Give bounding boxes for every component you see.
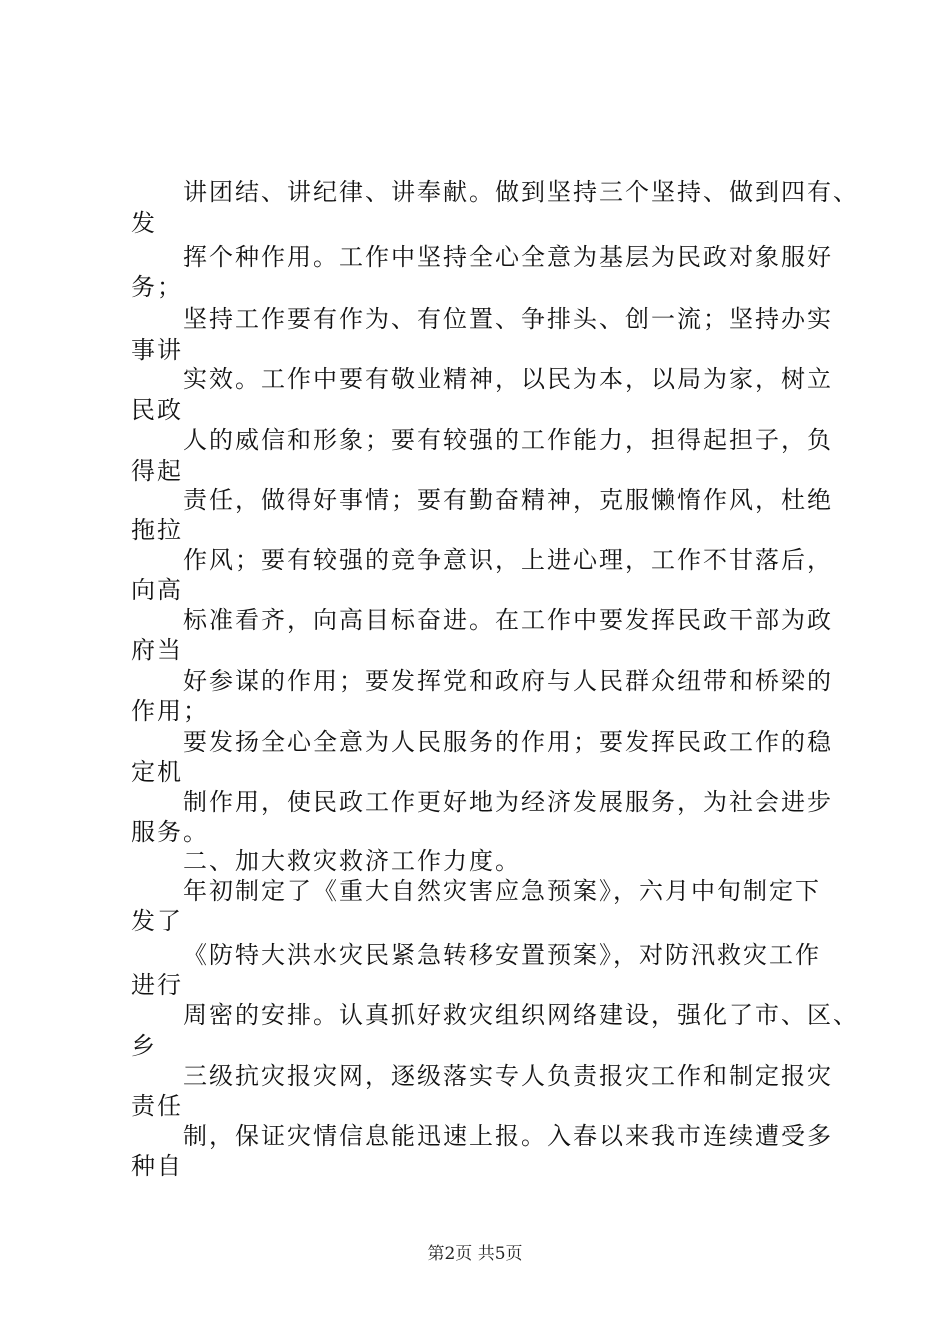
text-line: 年初制定了《重大自然灾害应急预案》，六月中旬制定下 (183, 877, 821, 905)
text-line: 定机 (131, 758, 183, 786)
text-line: 民政 (131, 396, 183, 424)
text-line: 实效。工作中要有敬业精神，以民为本，以局为家，树立 (183, 365, 833, 393)
text-line: 得起 (131, 457, 183, 485)
text-line: 讲团结、讲纪律、讲奉献。做到坚持三个坚持、做到四有、 (183, 178, 859, 206)
text-line: 人的威信和形象；要有较强的工作能力，担得起担子，负 (183, 426, 833, 454)
text-line: 种自 (131, 1152, 183, 1180)
text-line: 挥个种作用。工作中坚持全心全意为基层为民政对象服好 (183, 243, 833, 271)
text-line: 发 (131, 209, 157, 237)
text-line: 事讲 (131, 336, 183, 364)
section-heading: 二、加大救灾救济工作力度。 (183, 847, 521, 875)
text-line: 标准看齐，向高目标奋进。在工作中要发挥民政干部为政 (183, 606, 833, 634)
text-line: 向高 (131, 576, 183, 604)
text-line: 坚持工作要有作为、有位置、争排头、创一流；坚持办实 (183, 305, 833, 333)
text-line: 《防特大洪水灾民紧急转移安置预案》，对防汛救灾工作 (183, 941, 821, 969)
text-line: 责任 (131, 1092, 183, 1120)
text-line: 进行 (131, 971, 183, 999)
text-line: 周密的安排。认真抓好救灾组织网络建设，强化了市、区、 (183, 1001, 859, 1029)
text-line: 制作用，使民政工作更好地为经济发展服务，为社会进步 (183, 788, 833, 816)
text-line: 发了 (131, 907, 183, 935)
text-line: 三级抗灾报灾网，逐级落实专人负责报灾工作和制定报灾 (183, 1062, 833, 1090)
text-line: 要发扬全心全意为人民服务的作用；要发挥民政工作的稳 (183, 728, 833, 756)
text-line: 作风；要有较强的竞争意识，上进心理，工作不甘落后， (183, 546, 833, 574)
text-line: 乡 (131, 1032, 157, 1060)
text-line: 作用； (131, 697, 209, 725)
text-line: 责任，做得好事情；要有勤奋精神，克服懒惰作风，杜绝 (183, 486, 833, 514)
text-line: 拖拉 (131, 516, 183, 544)
text-line: 好参谋的作用；要发挥党和政府与人民群众纽带和桥梁的 (183, 667, 833, 695)
text-line: 务； (131, 273, 183, 301)
page-footer (0, 1243, 950, 1265)
text-line: 府当 (131, 636, 183, 664)
text-line: 服务。 (131, 818, 209, 846)
page-number-label: 第2页 共5页 (427, 1244, 523, 1264)
text-line: 制，保证灾情信息能迅速上报。入春以来我市连续遭受多 (183, 1122, 833, 1150)
